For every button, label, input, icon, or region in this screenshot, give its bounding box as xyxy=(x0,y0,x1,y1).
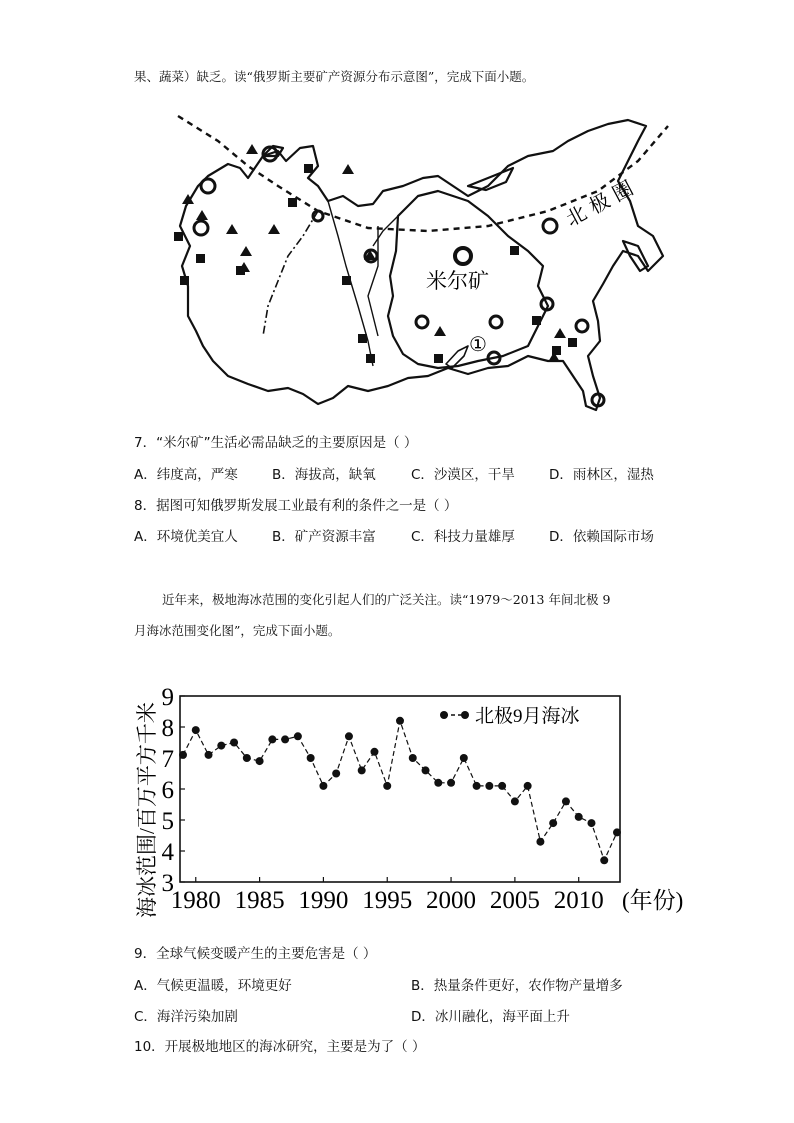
data-point xyxy=(409,754,417,762)
data-point xyxy=(332,770,340,778)
coal-circle-icon xyxy=(543,219,557,233)
data-point xyxy=(524,782,532,790)
coal-circle-icon xyxy=(455,248,471,264)
data-point xyxy=(383,782,391,790)
mineral-square-icon xyxy=(288,198,297,207)
question-10-stem: 10．开展极地地区的海冰研究，主要是为了（ ） xyxy=(134,1039,426,1055)
data-point xyxy=(434,779,442,787)
x-tick-label: 1980 xyxy=(170,887,221,914)
y-tick-label: 7 xyxy=(161,746,174,773)
y-tick-label: 5 xyxy=(161,808,174,835)
mineral-triangle-icon xyxy=(434,326,446,336)
mineral-triangle-icon xyxy=(554,328,566,338)
question-9-stem: 9．全球气候变暖产生的主要危害是（ ） xyxy=(134,946,377,962)
mineral-square-icon xyxy=(342,276,351,285)
data-point xyxy=(473,782,481,790)
series-line xyxy=(183,721,617,861)
sea-ice-chart xyxy=(126,648,691,920)
mineral-triangle-icon xyxy=(226,224,238,234)
mineral-square-icon xyxy=(180,276,189,285)
data-point xyxy=(460,754,468,762)
data-point xyxy=(562,797,570,805)
data-point xyxy=(179,751,187,759)
q8-option-d[interactable]: D．依赖国际市场 xyxy=(549,529,654,545)
q9-option-b[interactable]: B．热量条件更好，农作物产量增多 xyxy=(411,978,623,994)
marker-1-label: ① xyxy=(469,332,487,356)
q8-option-a[interactable]: A．环境优美宜人 xyxy=(134,529,238,545)
y-tick-label: 8 xyxy=(161,715,174,742)
russia-mineral-map xyxy=(168,106,674,416)
data-point xyxy=(613,828,621,836)
data-point xyxy=(307,754,315,762)
russia-outline xyxy=(180,120,663,410)
q7-option-a[interactable]: A．纬度高，严寒 xyxy=(134,467,238,483)
mineral-square-icon xyxy=(358,334,367,343)
q9-option-d[interactable]: D．冰川融化，海平面上升 xyxy=(411,1009,570,1025)
mineral-square-icon xyxy=(304,164,313,173)
data-point xyxy=(192,726,200,734)
coal-circle-icon xyxy=(313,211,323,221)
data-point xyxy=(205,751,213,759)
coal-circle-icon xyxy=(201,179,215,193)
q7-option-c[interactable]: C．沙漠区，干旱 xyxy=(411,467,515,483)
data-point xyxy=(345,732,353,740)
mineral-triangle-icon xyxy=(268,224,280,234)
y-tick-label: 6 xyxy=(161,777,174,804)
mineral-square-icon xyxy=(174,232,183,241)
island-north-2 xyxy=(468,168,513,190)
data-point xyxy=(294,732,302,740)
legend xyxy=(440,704,580,727)
intro-text-2-line2: 月海冰范围变化图”，完成下面小题。 xyxy=(134,623,341,638)
x-tick-label: 2000 xyxy=(426,887,477,914)
mine-label: 米尔矿 xyxy=(426,269,489,293)
mineral-square-icon xyxy=(366,354,375,363)
x-tick-label: 2005 xyxy=(489,887,540,914)
data-point xyxy=(485,782,493,790)
data-point xyxy=(268,735,276,743)
mineral-square-icon xyxy=(568,338,577,347)
data-point xyxy=(587,819,595,827)
data-point xyxy=(358,766,366,774)
river-2 xyxy=(368,226,378,336)
mineral-square-icon xyxy=(510,246,519,255)
x-tick-label: 1985 xyxy=(234,887,285,914)
mineral-square-icon xyxy=(532,316,541,325)
data-point xyxy=(370,748,378,756)
data-point xyxy=(230,739,238,747)
x-tick-label: 2010 xyxy=(553,887,604,914)
mineral-triangle-icon xyxy=(342,164,354,174)
coal-circle-icon xyxy=(194,221,208,235)
data-point xyxy=(511,797,519,805)
y-tick-label: 3 xyxy=(161,870,174,897)
data-point xyxy=(575,813,583,821)
y-tick-label: 9 xyxy=(161,684,174,711)
q8-option-c[interactable]: C．科技力量雄厚 xyxy=(411,529,515,545)
intro-text-1: 果、蔬菜）缺乏。读“俄罗斯主要矿产资源分布示意图”，完成下面小题。 xyxy=(134,69,535,84)
data-point xyxy=(600,856,608,864)
x-tick-label: 1990 xyxy=(298,887,349,914)
data-point xyxy=(243,754,251,762)
data-point xyxy=(549,819,557,827)
mineral-triangle-icon xyxy=(196,210,208,220)
coal-circle-icon xyxy=(490,316,502,328)
y-tick-label: 4 xyxy=(161,839,174,866)
x-axis-label: (年份) xyxy=(622,888,684,913)
question-7-stem: 7．“米尔矿”生活必需品缺乏的主要原因是（ ） xyxy=(134,435,418,451)
data-point xyxy=(498,782,506,790)
mineral-square-icon xyxy=(434,354,443,363)
river-3 xyxy=(373,216,398,246)
mineral-triangle-icon xyxy=(240,246,252,256)
q9-option-c[interactable]: C．海洋污染加剧 xyxy=(134,1009,238,1025)
arctic-circle-label: 北 极 圈 xyxy=(561,175,638,231)
data-point xyxy=(536,838,544,846)
data-point xyxy=(447,779,455,787)
data-point xyxy=(319,782,327,790)
chart-ylabel: 海冰范围/百万平方千米 xyxy=(135,702,159,918)
mineral-square-icon xyxy=(196,254,205,263)
q7-option-b[interactable]: B．海拔高，缺氧 xyxy=(272,467,376,483)
data-point xyxy=(422,766,430,774)
x-tick-label: 1995 xyxy=(362,887,413,914)
coal-circle-icon xyxy=(576,320,588,332)
data-point xyxy=(217,742,225,750)
q9-option-a[interactable]: A．气候更温暖，环境更好 xyxy=(134,978,292,994)
data-point xyxy=(256,757,264,765)
data-point xyxy=(396,717,404,725)
q7-option-d[interactable]: D．雨林区，湿热 xyxy=(549,467,654,483)
legend-marker-2 xyxy=(461,711,469,719)
mineral-triangle-icon xyxy=(246,144,258,154)
data-point xyxy=(281,735,289,743)
coal-circle-icon xyxy=(416,316,428,328)
question-8-stem: 8．据图可知俄罗斯发展工业最有利的条件之一是（ ） xyxy=(134,498,458,514)
intro-text-2-line1: 近年来，极地海冰范围的变化引起人们的广泛关注。读“1979～2013 年间北极 9 xyxy=(162,592,611,607)
legend-label: 北极9月海冰 xyxy=(475,706,580,727)
q8-option-b[interactable]: B．矿产资源丰富 xyxy=(272,529,376,545)
